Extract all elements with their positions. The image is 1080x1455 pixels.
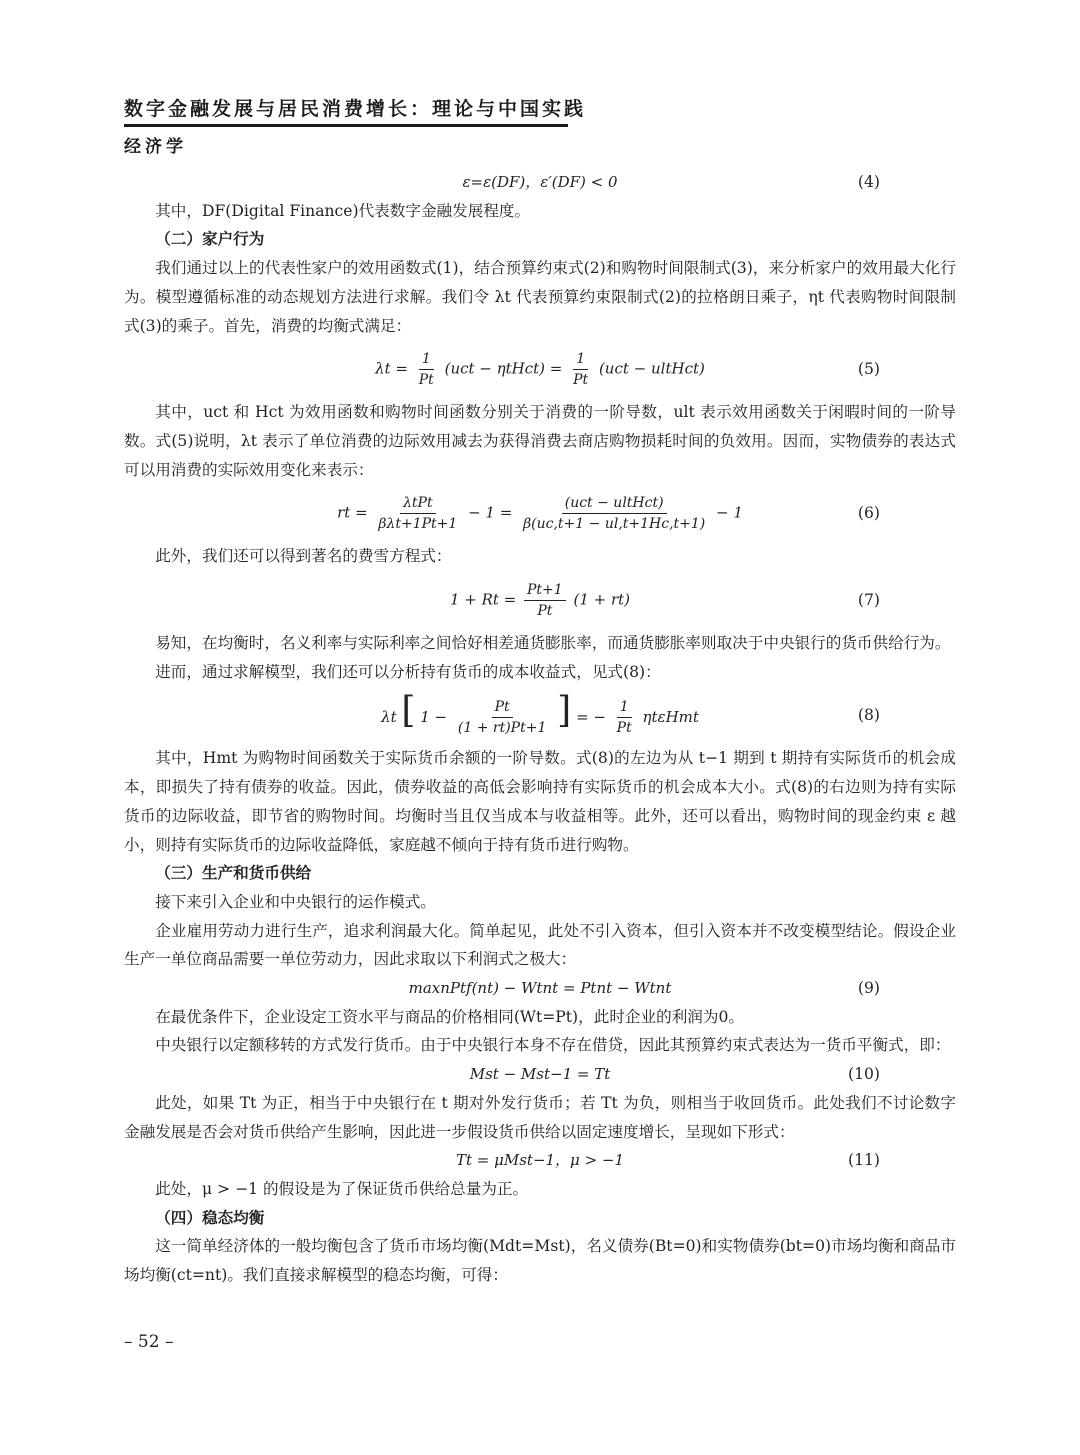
eq7-f-den: Pt [537,602,553,619]
eq8-lhs: λt [381,707,397,726]
paragraph-after-eq9: 在最优条件下，企业设定工资水平与商品的价格相同(Wt=Pt)，此时企业的利润为0。 [155,1007,744,1026]
eq8-fraction-2 [614,697,635,738]
eq7-f-num: Pt+1 [524,580,566,601]
paragraph-steady-state: 这一简单经济体的一般均衡包含了货币市场均衡(Mdt=Mst)，名义债券(Bt=0)和实物债券(bt=0)市场均衡和商品市场均衡(ct=nt)。我们直接求解模型的稳态均衡，可得： [124,1237,956,1285]
equation-11-number: (11) [847,1151,880,1170]
equation-9 [124,974,956,1003]
eq6-f2-den: β(uc,t+1 − ul,t+1Hc,t+1) [523,515,706,532]
paragraph-central-bank: 中央银行以定额移转的方式发行货币。由于中央银行本身不存在借贷，因此其预算约束式表达为一货币平衡式，即： [155,1036,951,1055]
eq8-f1-den: (1 + rt)Pt+1 [457,720,547,737]
eq5-f2-den: Pt [573,371,589,388]
eq7-rhs: (1 + rt) [573,590,631,609]
equation-7 [124,571,956,629]
eq6-rhs: − 1 [716,503,743,522]
eq5-fraction-2 [570,349,591,390]
heading-steady-state: （四）稳态均衡 [155,1208,265,1227]
equation-11 [124,1146,956,1175]
equation-6 [124,484,956,542]
eq5-rhs: (uct − ultHct) [598,359,705,378]
eq8-inner-lead: 1 − [420,707,452,726]
left-bracket-icon: [ [401,689,416,731]
paragraph-fisher: 此外，我们还可以得到著名的费雪方程式： [155,547,452,566]
eq6-mid: − 1 = [468,503,518,522]
eq6-f2-num: (uct − ultHct) [562,493,667,514]
eq8-fraction-1 [455,697,549,738]
equation-4-text: ε=ε(DF)，ε′(DF) < 0 [462,173,618,191]
equation-10-text: Mst − Mst−1 = Tt [469,1065,611,1084]
paragraph-after-eq10: 此处，如果 Tt 为正，相当于中央银行在 t 期对外发行货币；若 Tt 为负，则相当于收回货币。此处我们不讨论数字金融发展是否会对货币供给产生影响，因此进一步假设货币供给以固定速度增长，呈现如下形式： [124,1093,956,1141]
paragraph-after-eq11: 此处，μ > −1 的假设是为了保证货币供给总量为正。 [155,1179,529,1198]
heading-household: （二）家户行为 [155,230,265,249]
eq6-fraction-1 [375,493,460,534]
eq5-f2-num: 1 [573,349,588,370]
section-label: 经济学 [124,137,187,157]
eq8-rhs: ηtεHmt [642,707,699,726]
equation-6-number: (6) [857,503,880,522]
paragraph-household: 我们通过以上的代表性家户的效用函数式(1)，结合预算约束式(2)和购物时间限制式(3)，来分析家户的效用最大化行为。模型遵循标准的动态规划方法进行求解。我们令 λt 代表预算约束限制式(2)的拉格朗日乘子，ηt 代表购物时间限制式(3)的乘子。首先，消费的均衡式满足： [124,259,956,335]
header-rule [124,124,568,127]
paragraph-after-eq7: 易知，在均衡时，名义利率与实际利率之间恰好相差通货膨胀率，而通货膨胀率则取决于中央银行的货币供给行为。 [155,634,951,653]
running-title: 数字金融发展与居民消费增长：理论与中国实践 [124,98,587,120]
eq5-f1-num: 1 [419,349,434,370]
page-number: – 52 – [124,1332,174,1352]
equation-4 [124,168,956,197]
eq7-fraction [524,580,566,621]
equation-8 [124,686,956,744]
paragraph-df: 其中，DF(Digital Finance)代表数字金融发展程度。 [155,201,531,220]
eq5-lhs: λt = [375,359,413,378]
eq5-mid: (uct − ηtHct) = [444,359,568,378]
right-bracket-icon: ] [557,689,572,731]
eq5-fraction-1 [416,349,437,390]
paragraph-after-eq8: 其中，Hmt 为购物时间函数关于实际货币余额的一阶导数。式(8)的左边为从 t−1 期到 t 期持有实际货币的机会成本，即损失了持有债券的收益。因此，债券收益的高低会影响持有实际货币的机会成本大小。式(8)的右边则为持有实际货币的边际收益，即节省的购物时间。均衡时当且仅当成本与收益相等。此外，还可以看出，购物时间的现金约束 ε 越小，则持有实际货币的边际收益降低，家庭越不倾向于持有货币进行购物。 [124,749,956,854]
equation-5 [124,340,956,398]
equation-8-number: (8) [857,706,880,725]
equation-5-number: (5) [857,359,880,378]
paragraph-intro: 接下来引入企业和中央银行的运作模式。 [155,892,436,911]
eq7-lhs: 1 + Rt = [449,590,522,609]
equation-11-text: Tt = μMst−1，μ > −1 [455,1151,625,1170]
article-body [124,168,956,1290]
eq8-f2-num: 1 [617,697,632,718]
eq6-f1-num: λtPt [400,493,436,514]
eq6-lhs: rt = [337,503,373,522]
paragraph-after-eq5: 其中，uct 和 Hct 为效用函数和购物时间函数分别关于消费的一阶导数，ult 表示效用函数关于闲暇时间的一阶导数。式(5)说明，λt 表示了单位消费的边际效用减去为获得消费去商店购物损耗时间的负效用。因而，实物债券的表达式可以用消费的实际效用变化来表示： [124,403,956,479]
eq5-f1-den: Pt [418,371,434,388]
equation-7-number: (7) [857,590,880,609]
equation-9-text: maxnPtf(nt) − Wtnt = Ptnt − Wtnt [408,979,672,998]
equation-4-number: (4) [857,173,880,191]
eq8-f1-num: Pt [492,697,513,718]
equation-10-number: (10) [847,1065,880,1084]
eq6-f1-den: βλt+1Pt+1 [378,515,458,532]
equation-9-number: (9) [857,979,880,998]
paragraph-cost: 进而，通过求解模型，我们还可以分析持有货币的成本收益式，见式(8)： [155,662,661,681]
equation-10 [124,1060,956,1089]
eq6-fraction-2 [520,493,708,534]
eq8-mid: = − [575,707,606,726]
heading-production: （三）生产和货币供给 [155,864,312,883]
paragraph-firm: 企业雇用劳动力进行生产，追求利润最大化。简单起见，此处不引入资本，但引入资本并不改变模型结论。假设企业生产一单位商品需要一单位劳动力，因此求取以下利润式之极大： [124,921,956,969]
eq8-f2-den: Pt [616,720,632,737]
